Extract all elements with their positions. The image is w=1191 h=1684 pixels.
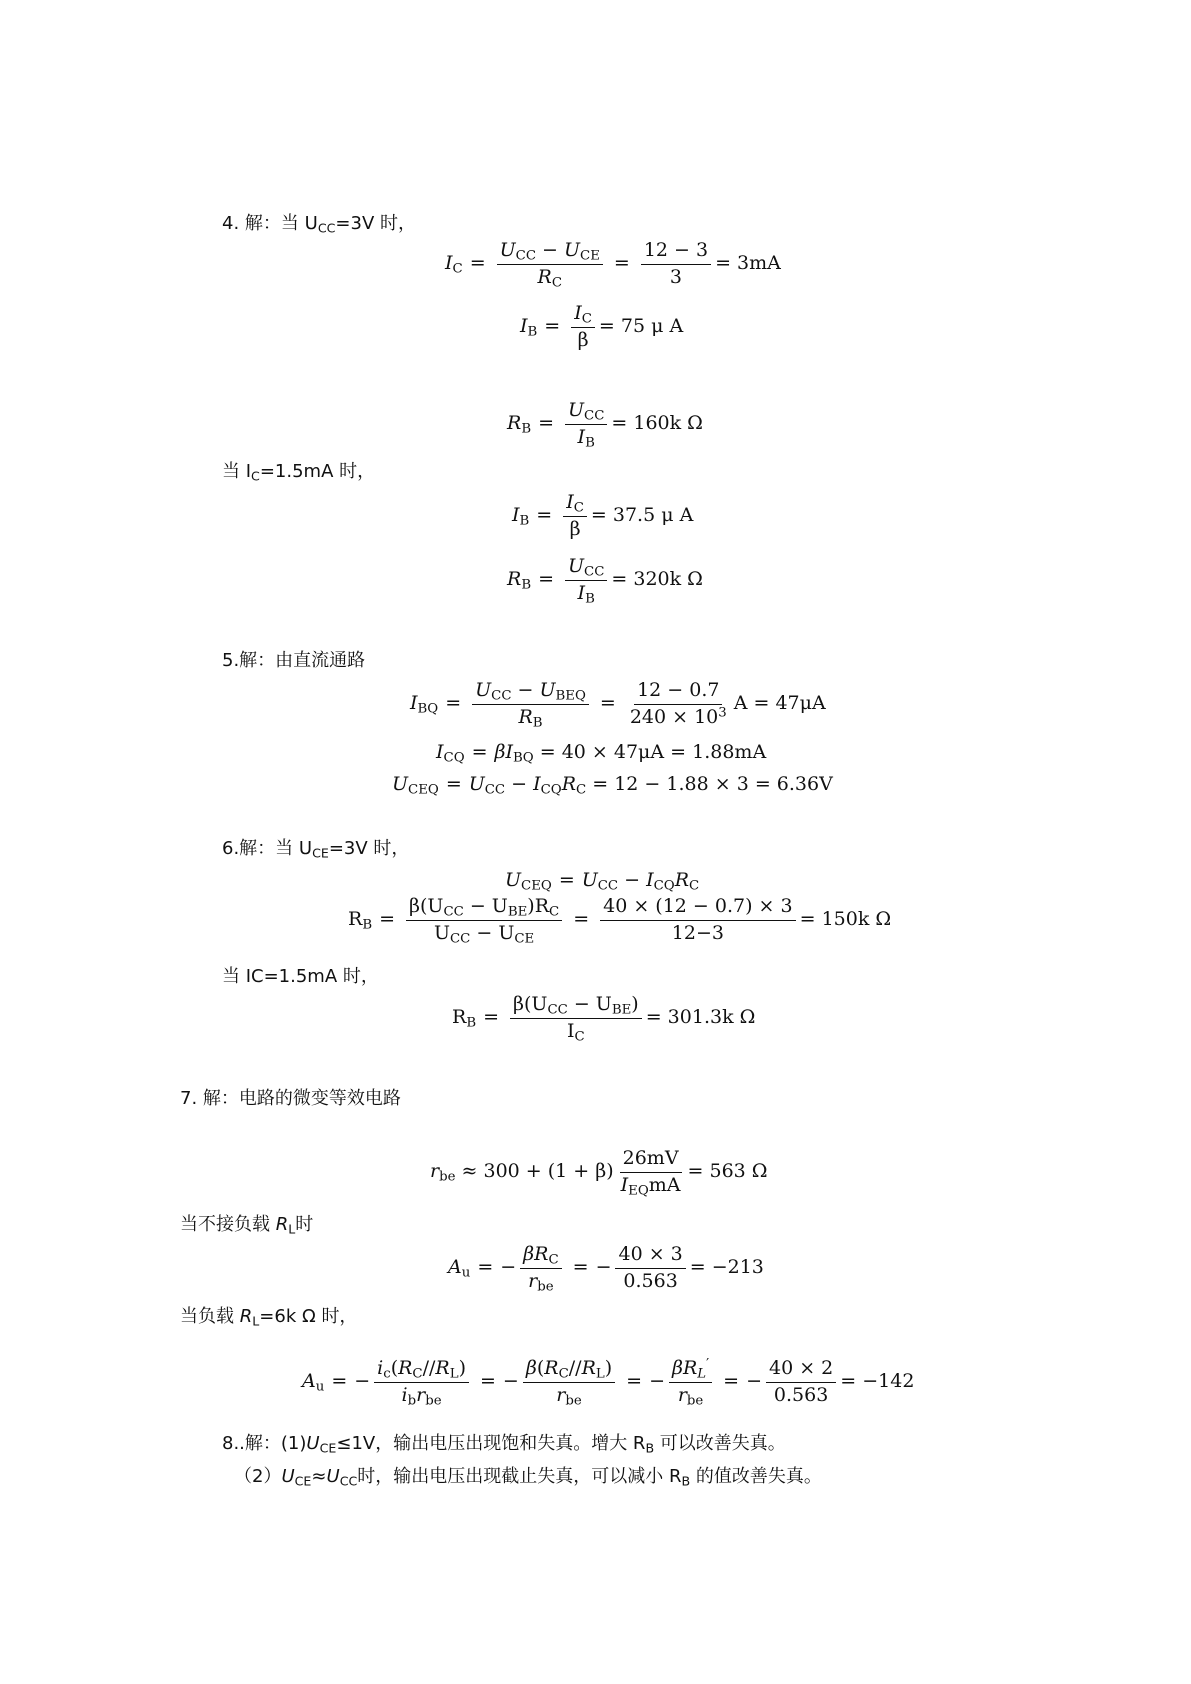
equation-au-2: $A_u$ = − $\frac{i_c(R_C//R_L)}{i_br_{be}}$ = − $\frac{\beta(R_C//R_L)}{r_{be}}$ = − $\frac{\beta R_L'}{r_{be}}$ = − $\frac{40 \times 2}{0.563}$ = −142 (302, 1356, 915, 1409)
equation-uceq: $U_{CEQ}$ = $U_{CC} - I_{CQ}R_C$ = 12 − 1.88 × 3 = 6.36V (392, 773, 833, 798)
condition-load: 当负载 $R_L=6k$ Ω 时， (180, 1306, 358, 1329)
equation-ibq: $I_{BQ}$ = $\frac{U_{CC} - U_{BEQ}}{R_B}$ = $\frac{12 - 0.7}{240 \times 10^3}$ A = 47μA (410, 679, 826, 731)
equation-rb-4: $R_B$ = $\frac{\beta(U_{CC} - U_{BE})}{I_C}$ = 301.3k Ω (452, 993, 756, 1045)
condition-no-load: 当不接负载 $R_L$时 (180, 1214, 314, 1237)
equation-ib: $I_B$ = $\frac{I_C}{\beta}$ = 75 μ A (520, 302, 684, 351)
equation-rb: $R_B$ = $\frac{U_{CC}}{I_B}$ = 160k Ω (507, 399, 703, 451)
equation-rbe: $r_{be}$ ≈ 300 + (1 + β) $\frac{26mV}{I_{EQ}mA}$ = 563 Ω (430, 1147, 768, 1199)
equation-ic: $I_C$ = $\frac{U_{CC} - U_{CE}}{R_C}$ = $\frac{12 - 3}{3}$ = 3mA (445, 239, 781, 291)
equation-rb-2: $R_B$ = $\frac{U_{CC}}{I_B}$ = 320k Ω (507, 555, 703, 607)
problem-6-intro: 6.解：当 $U_{CE}=3V$ 时， (222, 838, 410, 861)
problem-7-intro: 7. 解：电路的微变等效电路 (180, 1088, 401, 1109)
equation-uceq-2: $U_{CEQ}$ = $U_{CC} - I_{CQ}R_C$ (505, 869, 700, 894)
problem-8-line-2: $(2)U_{CE}\approx U_{CC}$时，输出电压出现截止失真，可以减小 $R_B$ 的值改善失真。 (234, 1466, 822, 1489)
equation-rb-3: $R_B$ = $\frac{\beta(U_{CC} - U_{BE})R_C}{U_{CC} - U_{CE}}$ = $\frac{40 \times (12 - 0.7) \times 3}{12-3}$ = 150k Ω (348, 895, 892, 947)
condition-ic-1.5ma-2: 当 IC=1.5mA 时， (222, 966, 379, 987)
equation-ib-2: $I_B$ = $\frac{I_C}{\beta}$ = 37.5 μ A (512, 491, 694, 540)
condition-ic-1.5ma: 当 $I_C=1.5mA$ 时， (222, 461, 376, 484)
equation-au-1: $A_u$ = − $\frac{\beta R_C}{r_{be}}$ = − $\frac{40 \times 3}{0.563}$ = −213 (448, 1243, 764, 1295)
problem-4-intro: 4. 解：当 $U_{CC}=3V$ 时， (222, 213, 416, 236)
equation-icq: $I_{CQ}$ = $\beta I_{BQ}$ = 40 × 47μA = 1.88mA (436, 741, 767, 766)
problem-8-line-1: 8..解：$(1)U_{CE}\le 1V$，输出电压出现饱和失真。增大 $R_B$ 可以改善失真。 (222, 1433, 786, 1456)
problem-5-intro: 5.解：由直流通路 (222, 650, 366, 671)
